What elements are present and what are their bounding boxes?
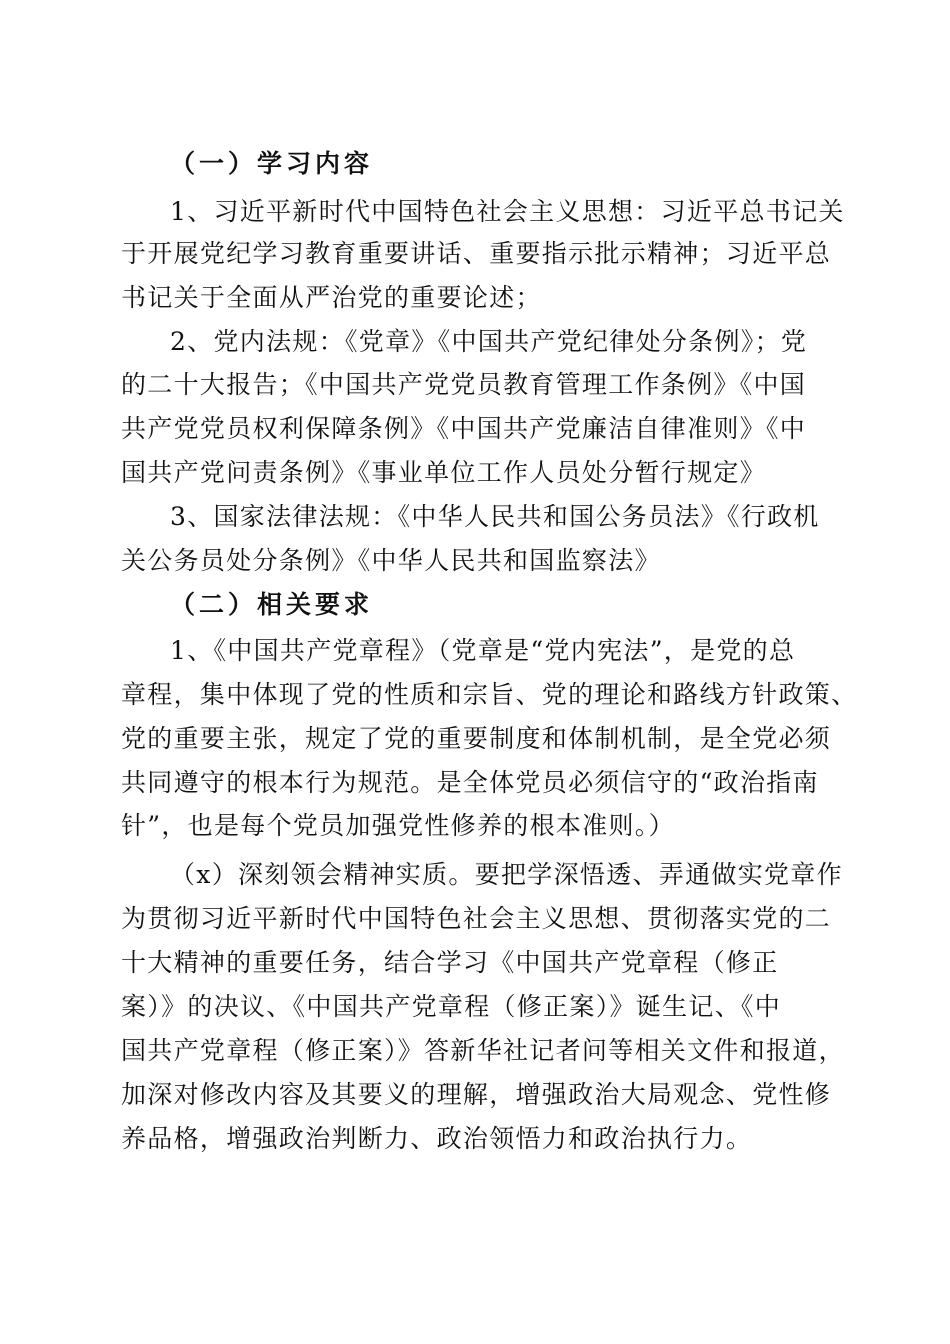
paragraph-line: 养品格，增强政治判断力、政治领悟力和政治执行力。 xyxy=(121,1124,753,1153)
paragraph-line: 党的重要主张，规定了党的重要制度和体制机制，是全党必须 xyxy=(121,724,832,753)
section-heading-study-content: （一）学习内容 xyxy=(170,149,374,178)
paragraph-line: 2、党内法规：《党章》《中国共产党纪律处分条例》；党 xyxy=(170,327,808,356)
paragraph-line: 3、国家法律法规：《中华人民共和国公务员法》《行政机 xyxy=(170,502,820,531)
paragraph-line: 共产党党员权利保障条例》《中国共产党廉洁自律准则》《中 xyxy=(121,414,807,443)
paragraph-line: 章程，集中体现了党的性质和宗旨、党的理论和路线方针政策、 xyxy=(121,680,858,709)
paragraph-line: 书记关于全面从严治党的重要论述； xyxy=(121,283,542,312)
paragraph-line: 1、习近平新时代中国特色社会主义思想：习近平总书记关 xyxy=(170,197,845,226)
paragraph-line: 1、《中国共产党章程》（党章是“党内宪法”，是党的总 xyxy=(170,636,796,665)
paragraph-line: 国共产党章程（修正案）》答新华社记者问等相关文件和报道， xyxy=(121,1036,845,1065)
paragraph-line: 十大精神的重要任务，结合学习《中国共产党章程（修正 xyxy=(121,948,779,977)
paragraph-line: 共同遵守的根本行为规范。是全体党员必须信守的“政治指南 xyxy=(121,768,819,797)
paragraph-line: （x）深刻领会精神实质。要把学深悟透、弄通做实党章作 xyxy=(170,860,843,889)
paragraph-line: 的二十大报告；《中国共产党党员教育管理工作条例》《中国 xyxy=(121,370,807,399)
paragraph-line: 于开展党纪学习教育重要讲话、重要指示批示精神；习近平总 xyxy=(121,239,832,268)
paragraph-line: 关公务员处分条例》《中华人民共和国监察法》 xyxy=(121,546,661,575)
paragraph-line: 为贯彻习近平新时代中国特色社会主义思想、贯彻落实党的二 xyxy=(121,904,832,933)
paragraph-line: 案）》的决议、《中国共产党章程（修正案）》诞生记、《中 xyxy=(121,992,782,1021)
section-heading-requirements: （二）相关要求 xyxy=(170,590,374,619)
paragraph-line: 针”，也是每个党员加强党性修养的根本准则。） xyxy=(121,811,675,840)
paragraph-line: 国共产党问责条例》《事业单位工作人员处分暂行规定》 xyxy=(121,458,767,487)
paragraph-line: 加深对修改内容及其要义的理解，增强政治大局观念、党性修 xyxy=(121,1080,832,1109)
